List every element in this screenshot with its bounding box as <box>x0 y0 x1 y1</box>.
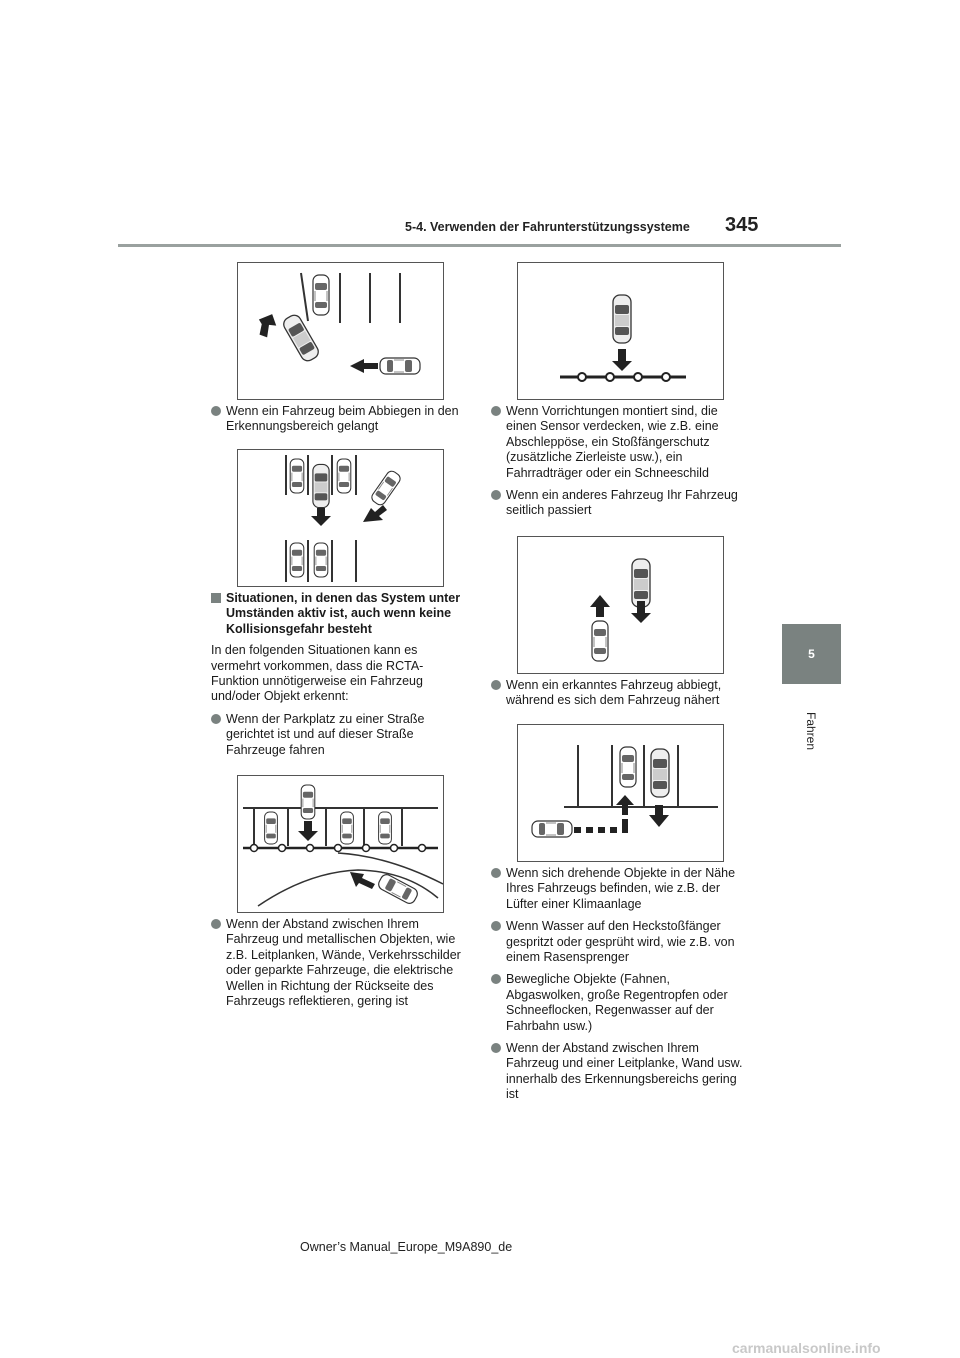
figure-parking-rows <box>237 449 444 587</box>
left-text-2 <box>211 591 469 758</box>
figure-turning-vehicle <box>237 262 444 400</box>
chapter-tab[interactable]: 5 <box>782 624 841 684</box>
figure-sensor-covered <box>517 262 724 400</box>
bullet-turning-approach: Wenn ein erkanntes Fahrzeug abbiegt, während es sich dem Fahrzeug nähert <box>491 678 749 709</box>
parking-rows-illustration <box>238 450 443 586</box>
bullet-icon <box>211 714 221 724</box>
bullet-moving-objects: Bewegliche Objekte (Fahnen, Abgaswolken, große Regentropfen oder Schneeflocken, Regenwasser auf der Fahrbahn usw.) <box>491 972 749 1034</box>
header-rule <box>118 244 841 247</box>
intro-paragraph: In den folgenden Situationen kann es vermehrt vorkommen, dass die RCTA-Funktion unnötigerweise ein Fahrzeug und/oder Objekt erkennt: <box>211 643 424 704</box>
turning-approach-illustration <box>518 537 723 673</box>
bullet-sensor-covered: Wenn Vorrichtungen montiert sind, die einen Sensor verdecken, wie z.B. eine Abschleppöse, ein Stoßfängerschutz (zusätzliche Zierleiste usw.), ein Fahrradträger oder ein Schneeschild <box>491 404 749 481</box>
bullet-icon <box>491 680 501 690</box>
figure-turning-approach <box>517 536 724 674</box>
section-heading: Situationen, in denen das System unter Umständen aktiv ist, auch wenn keine Kollisionsgefahr besteht <box>211 591 469 637</box>
bullet-icon <box>491 406 501 416</box>
bullet-turning-vehicle: Wenn ein Fahrzeug beim Abbiegen in den Erkennungsbereich gelangt <box>211 404 469 435</box>
bullet-icon <box>491 1043 501 1053</box>
right-text-2 <box>491 678 749 709</box>
bullet-icon <box>491 921 501 931</box>
bullet-icon <box>491 868 501 878</box>
left-text-3 <box>211 917 469 1009</box>
figure-parking-road <box>517 724 724 862</box>
right-text-3 <box>491 866 749 1103</box>
bullet-rotating-objects: Wenn sich drehende Objekte in der Nähe Ihres Fahrzeugs befinden, wie z.B. der Lüfter einer Klimaanlage <box>491 866 749 912</box>
reflective-objects-illustration <box>238 776 443 912</box>
bullet-icon <box>491 490 501 500</box>
watermark: carmanualsonline.info <box>732 1340 881 1356</box>
figure-reflective-objects <box>237 775 444 913</box>
footer-manual-id: Owner’s Manual_Europe_M9A890_de <box>300 1240 513 1254</box>
section-title: 5-4. Verwenden der Fahrunterstützungssysteme <box>405 220 690 234</box>
bullet-guardrail-distance: Wenn der Abstand zwischen Ihrem Fahrzeug und einer Leitplanke, Wand usw. innerhalb des Erkennungsbereichs gering ist <box>491 1041 749 1103</box>
bullet-parking-road: Wenn der Parkplatz zu einer Straße gerichtet ist und auf dieser Straße Fahrzeuge fahren <box>211 712 469 758</box>
chapter-label: Fahren <box>804 711 818 751</box>
bullet-reflective-objects: Wenn der Abstand zwischen Ihrem Fahrzeug und metallischen Objekten, wie z.B. Leitplanken, Wände, Verkehrsschilder oder geparkte Fahrzeuge, die elektrische Wellen in Richtung der Rückseite des Fahrzeugs reflektieren, gering ist <box>211 917 469 1009</box>
heading-icon <box>211 593 221 603</box>
sensor-covered-illustration <box>518 263 723 399</box>
bullet-icon <box>491 974 501 984</box>
bullet-icon <box>211 919 221 929</box>
bullet-water-sprayed: Wenn Wasser auf den Heckstoßfänger gespritzt oder gesprüht wird, wie z.B. von einem Rasensprenger <box>491 919 749 965</box>
turning-vehicle-illustration <box>238 263 443 399</box>
left-text-1 <box>211 404 469 435</box>
bullet-icon <box>211 406 221 416</box>
parking-road-illustration <box>518 725 723 861</box>
page-number: 345 <box>725 214 759 236</box>
right-text-1 <box>491 404 749 519</box>
bullet-passing-vehicle: Wenn ein anderes Fahrzeug Ihr Fahrzeug seitlich passiert <box>491 488 749 519</box>
